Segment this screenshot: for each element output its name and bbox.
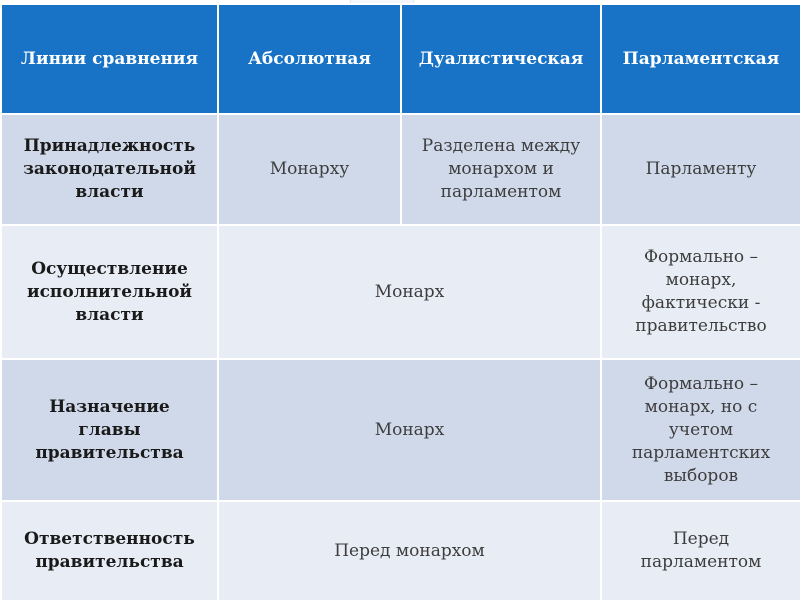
cell-parliamentary — [601, 501, 800, 600]
cell-absolute: Монарху — [218, 114, 401, 225]
header-parliamentary: Парламентская — [601, 4, 800, 114]
cell-line: монархом и — [448, 159, 554, 179]
label-line: Ответственность — [24, 529, 195, 549]
cell-parliamentary: Парламенту — [601, 114, 800, 225]
header-comparison-lines: Линии сравнения — [1, 4, 218, 114]
label-line: власти — [75, 182, 144, 202]
header-absolute: Абсолютная — [218, 4, 401, 114]
cell-parliamentary — [601, 359, 800, 501]
cell-line: монарх, но с — [644, 396, 758, 417]
cell-line: парламентом — [640, 552, 762, 572]
cell-line: парламентских — [631, 442, 771, 463]
table-header-row — [1, 4, 800, 114]
cell-line: Перед — [672, 529, 730, 549]
table-row — [1, 225, 800, 359]
cell-absolute-dualistic-merged: Перед монархом — [218, 501, 601, 600]
cell-line: Разделена между — [421, 136, 581, 156]
cell-line: Формально – — [643, 247, 759, 267]
label-line: Осуществление — [31, 258, 188, 279]
label-line: главы — [78, 419, 141, 440]
cell-line: монарх, — [665, 270, 737, 290]
label-line: правительства — [35, 442, 184, 463]
row-label-legislative-power — [1, 114, 218, 225]
cell-line: парламентом — [440, 182, 562, 202]
row-label-government-responsibility — [1, 501, 218, 600]
cell-line: правительство — [635, 316, 767, 336]
cell-line: фактически - — [641, 293, 761, 313]
label-line: власти — [75, 304, 144, 325]
cell-parliamentary — [601, 225, 800, 359]
cell-line: учетом — [668, 419, 734, 440]
label-line: правительства — [35, 552, 184, 572]
cell-absolute-dualistic-merged: Монарх — [218, 359, 601, 501]
table-row — [1, 114, 800, 225]
cell-dualistic — [401, 114, 601, 225]
cell-line: Формально – — [643, 373, 759, 394]
label-line: законодательной — [23, 159, 196, 179]
header-dualistic: Дуалистическая — [401, 4, 601, 114]
cell-absolute-dualistic-merged: Монарх — [218, 225, 601, 359]
table-row — [1, 501, 800, 600]
cell-line: выборов — [663, 465, 739, 486]
label-line: Назначение — [49, 396, 170, 417]
row-label-executive-power — [1, 225, 218, 359]
row-label-head-of-government — [1, 359, 218, 501]
label-line: исполнительной — [26, 281, 193, 302]
comparison-table — [0, 3, 800, 600]
label-line: Принадлежность — [23, 136, 196, 156]
table-row — [1, 359, 800, 501]
